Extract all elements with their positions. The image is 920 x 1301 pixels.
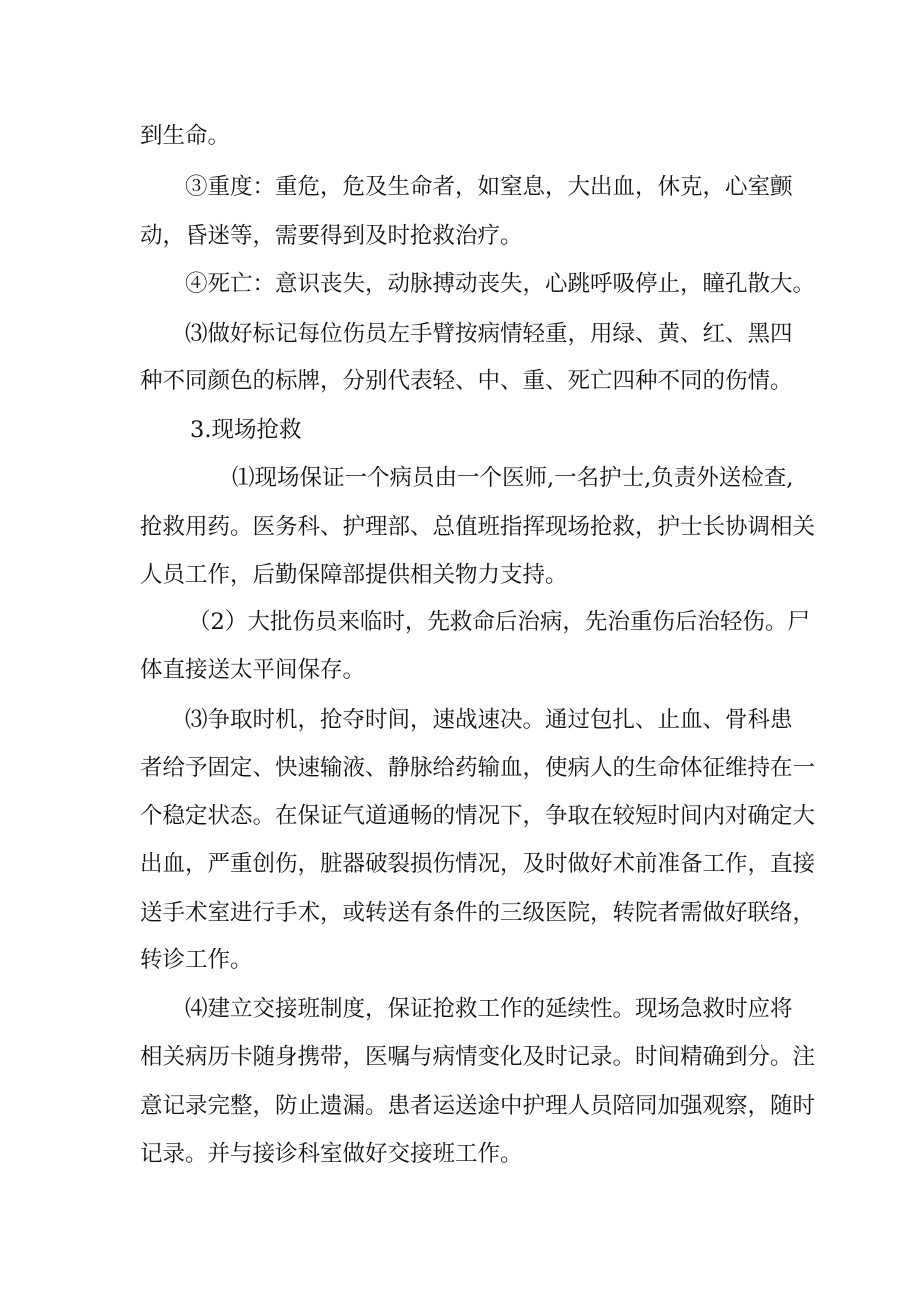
text-line: 人员工作，后勤保障部提供相关物力支持。 [140,562,568,588]
text-line: 相关病历卡随身携带，医嘱与病情变化及时记录。时间精确到分。注 [140,1044,816,1070]
text-line: ⑴现场保证一个病员由一个医师,一名护士,负责外送检查, [232,465,794,491]
text-line: 种不同颜色的标牌，分别代表轻、中、重、死亡四种不同的伤情。 [140,368,793,394]
text-line: ③重度：重危，危及生命者，如窒息，大出血，休克，心室颤 [185,174,793,200]
text-line: 者给予固定、快速输液、静脉给药输血，使病人的生命体征维持在一 [140,755,816,781]
text-line: 到生命。 [140,123,231,149]
text-line: ⑷建立交接班制度，保证抢救工作的延续性。现场急救时应将 [185,996,793,1022]
text-line: 记录。并与接诊科室做好交接班工作。 [140,1141,523,1167]
section-heading: 3.现场抢救 [190,417,302,443]
text-line: 动，昏迷等，需要得到及时抢救治疗。 [140,223,523,249]
text-line: 出血，严重创伤，脏器破裂损伤情况，及时做好术前准备工作，直接 [140,851,816,877]
text-line: 意记录完整，防止遗漏。患者运送途中护理人员陪同加强观察，随时 [140,1093,816,1119]
text-line: 转诊工作。 [140,947,253,973]
text-line: 体直接送太平间保存。 [140,657,366,683]
text-line: 抢救用药。医务科、护理部、总值班指挥现场抢救，护士长协调相关 [140,514,816,540]
text-line: （2）大批伤员来临时，先救命后治病，先治重伤后治轻伤。尸 [188,609,810,635]
text-line: 送手术室进行手术，或转送有条件的三级医院，转院者需做好联络， [140,900,816,926]
text-line: ⑶争取时机，抢夺时间，速战速决。通过包扎、止血、骨科患 [185,707,793,733]
text-line: ⑶做好标记每位伤员左手臂按病情轻重，用绿、黄、红、黑四 [185,321,793,347]
text-line: 个稳定状态。在保证气道通畅的情况下，争取在较短时间内对确定大 [140,803,816,829]
text-line: ④死亡：意识丧失，动脉搏动丧失，心跳呼吸停止，瞳孔散大。 [185,271,816,297]
